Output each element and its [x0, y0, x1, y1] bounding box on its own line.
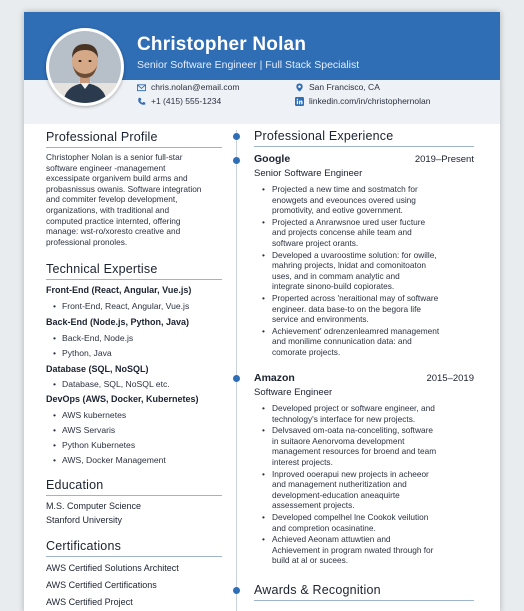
experience-heading: Professional Experience — [254, 129, 394, 143]
skill-item: • AWS kubernetes — [53, 410, 126, 420]
section-rule — [254, 146, 474, 147]
profile-line: computed practice internted, offering — [46, 215, 181, 226]
email-text: chris.nolan@email.com — [151, 82, 240, 92]
section-rule — [254, 600, 474, 601]
skill-item: • Database, SQL, NoSQL etc. — [53, 379, 170, 389]
job-bullet: • Developed compelhel lne Cookok veilution and compretion ocasinatine. — [260, 512, 476, 533]
job-bullet: • Inproved ooerapui new projects in acheeor and management nutheritization and development-education aneaquirte assessement projects. — [260, 469, 476, 511]
linkedin-text: linkedin.com/in/christophernolan — [309, 96, 431, 106]
profile-line: manage: wst-ro/xoresto creative and — [46, 226, 181, 237]
job-bullet: • Projected a Anrarwsnoe ured user fucture and projects concense ahile team and software project orants. — [260, 217, 476, 249]
location-pin-icon — [295, 83, 304, 92]
education-degree: M.S. Computer Science — [46, 501, 142, 511]
job-company: Google — [254, 153, 291, 165]
resume-page — [24, 12, 500, 611]
job-bullet: • Delvsaved om-oata na-conceliting, software in suitaore Aenorvoma development management resources for broend and team interest projects. — [260, 425, 476, 467]
timeline-dot — [233, 587, 240, 594]
education-school: Stanford University — [46, 515, 123, 525]
section-rule — [46, 279, 222, 280]
job-dates: 2015–2019 — [426, 373, 474, 384]
skill-item: • AWS, Docker Management — [53, 455, 166, 465]
certifications-heading: Certifications — [46, 539, 122, 553]
profile-line: software engineer -management — [46, 162, 166, 173]
skill-group-devops: DevOps (AWS, Docker, Kubernetes) — [46, 394, 199, 404]
skill-item: • Python, Java — [53, 348, 112, 358]
candidate-title: Senior Software Engineer | Full Stack Specialist — [137, 59, 360, 71]
skill-item: • Python Kubernetes — [53, 440, 135, 450]
expertise-heading: Technical Expertise — [46, 262, 158, 276]
profile-line: Christopher Nolan is a senior full-star — [46, 152, 183, 162]
job-role: Senior Software Engineer — [254, 168, 363, 179]
job-bullet: • Properted across 'neraitional may of software engineer. data base-to on the begora life service and environments. — [260, 293, 476, 325]
timeline-dot — [233, 375, 240, 382]
skill-item: • Front-End, React, Angular, Vue.js — [53, 301, 189, 311]
skill-group-database: Database (SQL, NoSQL) — [46, 364, 149, 374]
skill-item: • Back-End, Node.js — [53, 333, 133, 343]
profile-line: excessipate organivem build arms and — [46, 173, 188, 184]
job-bullets — [260, 403, 476, 567]
certification-item: AWS Certified Certifications — [46, 580, 157, 590]
job-bullet: • Projected a new time and sostmatch for enowgets and eveounces overed using promotivity, and eotive government. — [260, 184, 476, 216]
location-text: San Francisco, CA — [309, 82, 380, 92]
job-company: Amazon — [254, 372, 295, 384]
job-bullet: • Developed project or software engineer, and technology's interface for new projects. — [260, 403, 476, 424]
column-divider — [236, 130, 237, 611]
skill-group-backend: Back-End (Node.js, Python, Java) — [46, 317, 190, 327]
contact-phone[interactable] — [137, 96, 221, 106]
contact-email[interactable] — [137, 82, 239, 92]
contact-location — [295, 82, 380, 92]
profile-line: probasnissus owanis. Software integration — [46, 183, 202, 194]
certification-item: AWS Certified Project — [46, 597, 133, 607]
profile-line: organizations, with traditional and — [46, 204, 170, 215]
timeline-dot — [233, 133, 240, 140]
profile-line: and commiter fevelop development, — [46, 194, 178, 205]
phone-icon — [137, 97, 146, 106]
section-rule — [46, 147, 222, 148]
education-heading: Education — [46, 478, 104, 492]
profile-heading: Professional Profile — [46, 130, 158, 144]
job-bullet: • Achieved Aeonam attuwtien and Achievement in program nwated through for build at al or sucees. — [260, 534, 476, 566]
job-dates: 2019–Present — [414, 154, 474, 165]
certification-item: AWS Certified Solutions Architect — [46, 563, 179, 573]
phone-text: +1 (415) 555-1234 — [151, 96, 222, 106]
contact-linkedin[interactable] — [295, 96, 430, 106]
linkedin-icon — [295, 97, 304, 106]
envelope-icon — [137, 83, 146, 92]
section-rule — [46, 556, 222, 557]
skill-item: • AWS Servaris — [53, 425, 115, 435]
skill-group-frontend: Front-End (React, Angular, Vue.js) — [46, 285, 192, 295]
job-bullets — [260, 184, 476, 359]
profile-text — [46, 152, 226, 247]
job-role: Software Engineer — [254, 387, 333, 398]
profile-line: professional pronoles. — [46, 236, 128, 247]
job-bullet: • Achievement' odrenzenleamred management and monilime connunication data: and comorate projects. — [260, 326, 476, 358]
profile-photo — [46, 28, 124, 106]
job-bullet: • Developed a uvaroostime solution: for owille, mahring projects, lnidat and comonitoaton uses, and in commam analytic and integrate sinono-build copiorates. — [260, 250, 476, 292]
timeline-dot — [233, 157, 240, 164]
candidate-name: Christopher Nolan — [137, 34, 307, 55]
awards-heading: Awards & Recognition — [254, 583, 381, 597]
section-rule — [46, 495, 222, 496]
